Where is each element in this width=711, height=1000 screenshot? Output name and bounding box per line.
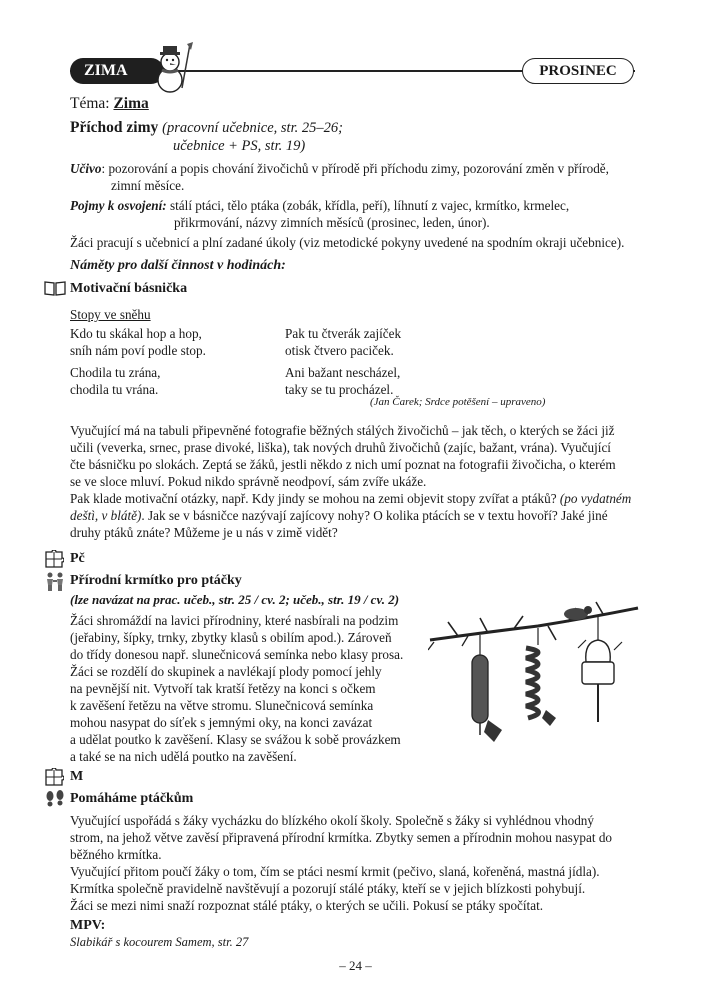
footprints-icon (44, 790, 66, 808)
puzzle-icon (44, 768, 64, 786)
pojmy-line-2: přikrmování, názvy zimních měsíců (prosinec, leden, únor). (174, 215, 490, 230)
krmitko-line-2: (jeřabiny, šípky, trnky, zbytky klasů s obilím apod.). Zároveň (70, 630, 392, 645)
vyucujici-line-7: druhy ptáků znáte? Můžeme je u nás v zimě vidět? (70, 525, 338, 540)
pojmy-line-1 (70, 197, 569, 214)
vyucujici-question: Pak klade motivační otázky, např. Kdy jindy se mohou na zemi objevit stopy zvířat a ptáků? (70, 491, 557, 506)
snowman-icon (150, 40, 194, 96)
poem-left-4: chodila tu vrána. (70, 382, 159, 397)
vyucujici-line-2: učili (veverka, srnec, prase divoké, liška), tak nových druhů živočichů (zajíc, bažant, vrána). Vyučující (70, 440, 611, 455)
pojmy-label: Pojmy k osvojení: (70, 198, 167, 213)
page-number: – 24 – (339, 958, 372, 973)
namety-heading: Náměty pro další činnost v hodinách: (70, 258, 286, 273)
pomahame-line-1: Vyučující uspořádá s žáky vycházku do blízkého okolí školy. Společně s žáky si vyhlédnou vhodný (70, 813, 594, 828)
poem-right-4: taky se tu procházel. (285, 382, 394, 397)
krmitko-line-6: k zavěšení řetězu na větve stromu. Slunečnicová semínka (70, 698, 374, 713)
pomahame-line-5: Krmítka společně pravidelně navštěvují a pozorují stálé ptáky, kteří se v jejich blízkosti pohybují. (70, 881, 586, 896)
poem-right-2: otisk čtvero paciček. (285, 343, 394, 358)
poem-left-2: sníh nám poví podle stop. (70, 343, 206, 358)
vyucujici-questions: . Jak se v básničce nazývají zajícovy nohy? O kolika ptácích se v textu hovoří? Jaké jiné (141, 508, 608, 523)
vyucujici-answer-1: (po vydatném (556, 491, 632, 506)
ucivo-line-1 (70, 160, 609, 177)
vyucujici-line-5 (70, 490, 631, 507)
pomahame-heading: Pomáháme ptáčkům (70, 791, 194, 806)
lesson-title: Příchod zimy (70, 119, 159, 136)
krmitko-heading: Přírodní krmítko pro ptáčky (70, 573, 242, 588)
krmitko-line-5: na pevnější nit. Vytvoří tak kratší řetězy na konci s očkem (70, 681, 376, 696)
open-book-icon (44, 280, 66, 296)
poem-right-1: Pak tu čtverák zajíček (285, 326, 402, 341)
month-badge: PROSINEC (522, 58, 634, 84)
ucivo-line-2: zimní měsíce. (111, 178, 185, 193)
vyucujici-line-4: se ve sloce mluví. Pokud nikdo správně neodpoví, sám zvíře ukáže. (70, 474, 427, 489)
mpv-label: MPV: (70, 918, 106, 933)
pojmy-text: stálí ptáci, tělo ptáka (zobák, křídla, peří), líhnutí z vajec, krmítko, krmelec, (166, 198, 570, 213)
poem-left-1: Kdo tu skákal hop a hop, (70, 326, 202, 341)
poem-right-3: Ani bažant nescházel, (285, 365, 401, 380)
ucivo-label: Učivo (70, 161, 102, 176)
vyucujici-line-6 (70, 507, 608, 524)
motivacni-heading: Motivační básnička (70, 281, 188, 296)
krmitko-ref: (lze navázat na prac. učeb., str. 25 / cv. 2; učeb., str. 19 / cv. 2) (70, 592, 400, 607)
krmitko-line-1: Žáci shromáždí na lavici přírodniny, které nasbírali na podzim (70, 613, 399, 628)
pomahame-line-2: strom, na jehož větve zavěsí připravená přírodní krmítka. Zbytky semen a přírodnin mohou nasypat do (70, 830, 613, 845)
topic-label: Téma: (70, 95, 110, 112)
pomahame-line-6: Žáci se mezi nimi snaží rozpoznat stálé ptáky, o kterých se učili. Pokusí se ptáky spočítat. (70, 898, 544, 913)
topic-value: Zima (113, 95, 149, 112)
pc-label: Pč (70, 551, 85, 566)
children-icon (44, 572, 66, 592)
lesson-ref-1: (pracovní učebnice, str. 25–26; (162, 120, 343, 136)
bird-feeder-branch-illustration (428, 600, 640, 752)
krmitko-line-4: Žáci se rozdělí do skupinek a navlékají plody pomocí jehly (70, 664, 382, 679)
krmitko-line-9: a také se na nich udělá poutko na zavěšení. (70, 749, 297, 764)
zaci-note: Žáci pracují s učebnicí a plní zadané úkoly (viz metodické pokyny uvedené na spodním okraji učebnice). (70, 235, 625, 250)
topic-line (70, 95, 149, 113)
krmitko-line-7: mohou nasypat do síťek s jemnými oky, na konci zavázat (70, 715, 373, 730)
krmitko-line-3: do třídy donesou např. slunečnicová semínka nebo klasy prosa. (70, 647, 404, 662)
m-label: M (70, 769, 84, 784)
season-badge: ZIMA (70, 58, 164, 84)
lesson-title-block (70, 118, 343, 138)
ucivo-text: : pozorování a popis chování živočichů v přírodě při příchodu zimy, pozorování změn v přírodě, (101, 161, 609, 176)
poem-left-3: Chodila tu zrána, (70, 365, 161, 380)
vyucujici-line-1: Vyučující má na tabuli připevněné fotografie běžných stálých živočichů – jak těch, o kterých se žáci již (70, 423, 615, 438)
vyucujici-line-3: čte básničku po slokách. Zeptá se žáků, jestli někdo z nich umí poznat na fotografii živočicha, o kterém (70, 457, 616, 472)
krmitko-line-8: a udělat poutko k zavěšení. Klasy se svážou k sobě provázkem (70, 732, 401, 747)
pomahame-line-4: Vyučující přitom poučí žáky o tom, čím se ptáci nesmí krmit (pečivo, slaná, kořeněná, mastná jídla). (70, 864, 600, 879)
vyucujici-answer-2: deštì, v blátě) (70, 508, 142, 523)
poem-citation: (Jan Čarek; Srdce potěšení – upraveno) (370, 396, 546, 408)
lesson-ref-2: učebnice + PS, str. 19) (173, 138, 306, 154)
poem-title: Stopy ve sněhu (70, 307, 151, 322)
pomahame-line-3: běžného krmítka. (70, 847, 162, 862)
puzzle-icon (44, 550, 64, 568)
mpv-text: Slabikář s kocourem Samem, str. 27 (70, 935, 249, 949)
